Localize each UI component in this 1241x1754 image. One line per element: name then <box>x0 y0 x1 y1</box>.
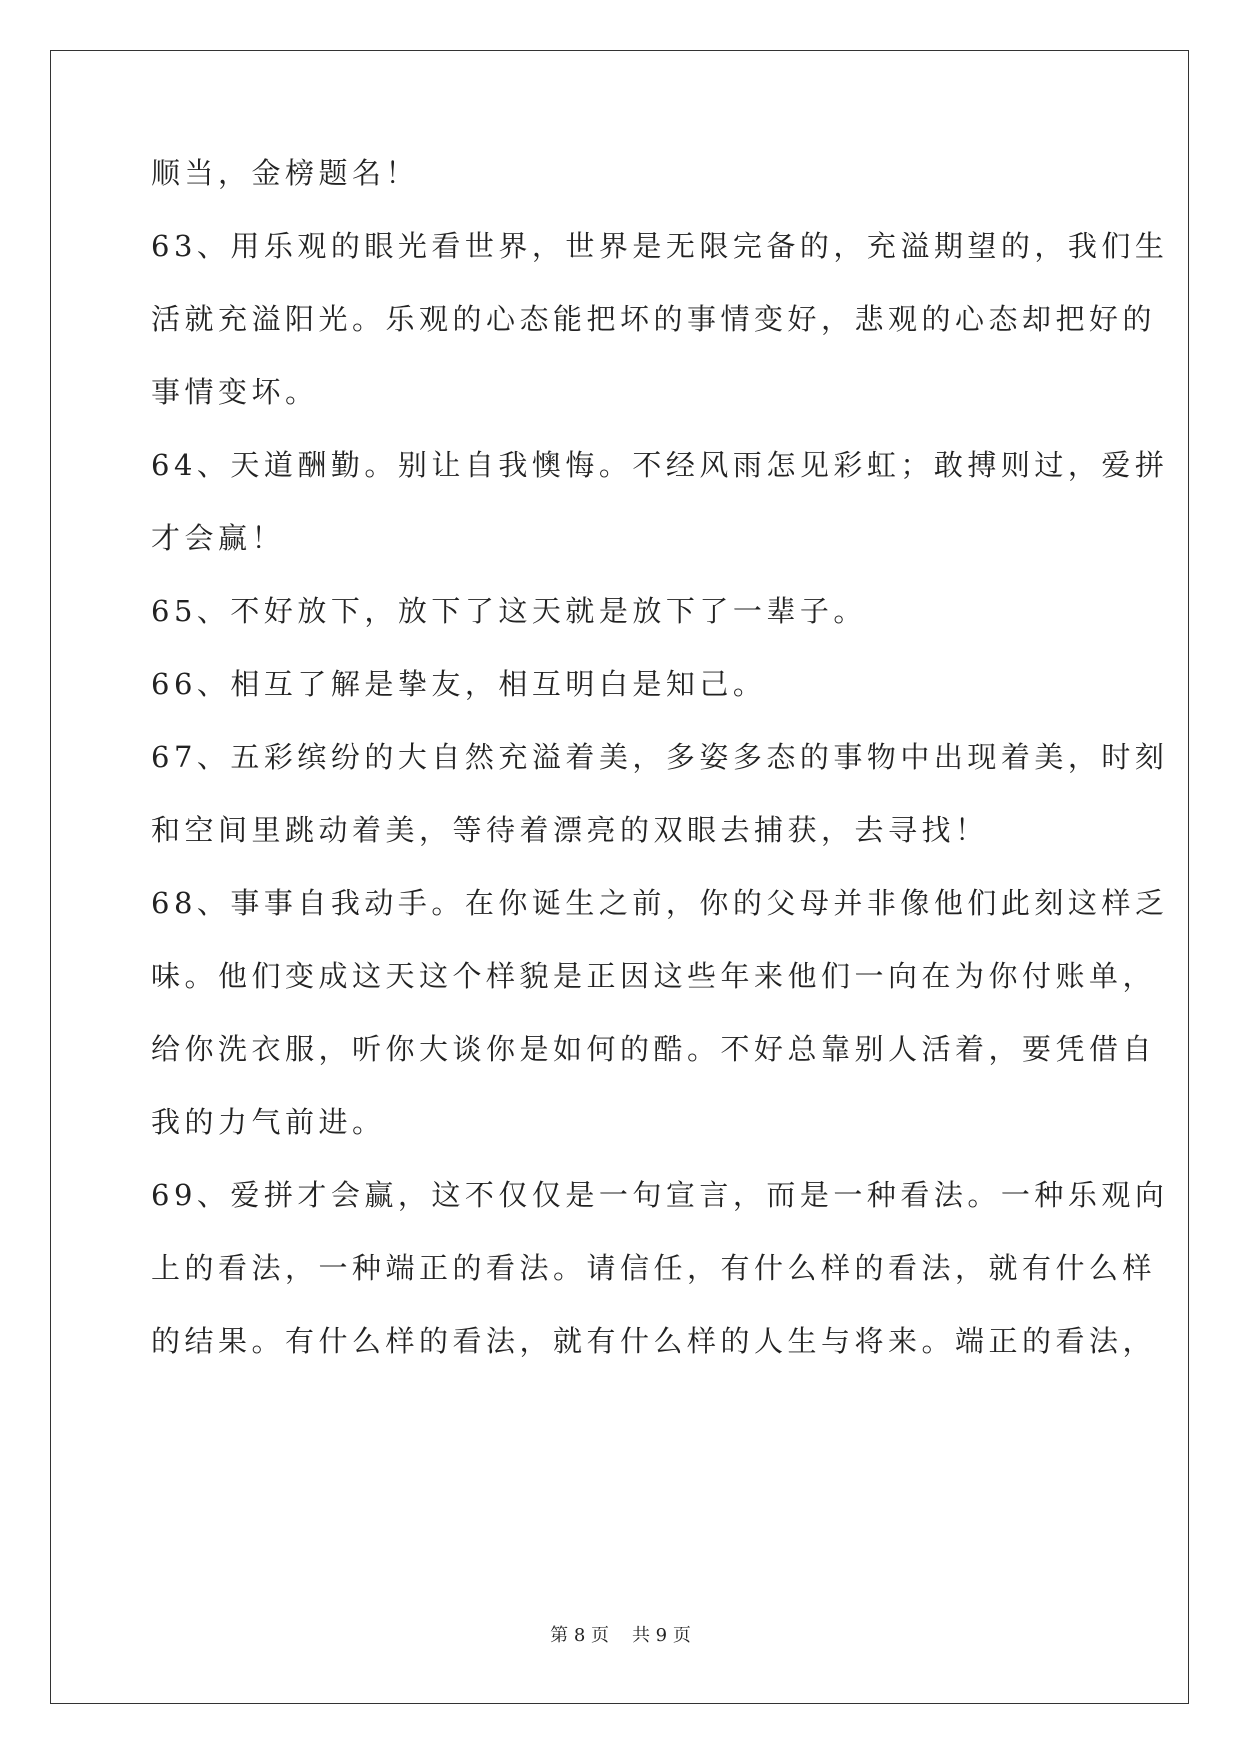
page-footer: 第 8 页 共 9 页 <box>550 1625 691 1646</box>
page-border <box>50 50 1189 1704</box>
text-line: 67、五彩缤纷的大自然充溢着美，多姿多态的事物中出现着美，时刻 <box>151 740 1169 774</box>
text-line: 给你洗衣服，听你大谈你是如何的酷。不好总靠别人活着，要凭借自 <box>151 1032 1157 1066</box>
text-line: 我的力气前进。 <box>151 1105 386 1139</box>
text-line: 69、爱拼才会赢，这不仅仅是一句宣言，而是一种看法。一种乐观向 <box>151 1178 1169 1212</box>
text-line: 才会赢！ <box>151 521 286 555</box>
text-line: 事情变坏。 <box>151 375 319 409</box>
text-line: 顺当，金榜题名！ <box>151 156 420 190</box>
text-line: 65、不好放下，放下了这天就是放下了一辈子。 <box>151 594 867 628</box>
text-line: 的结果。有什么样的看法，就有什么样的人生与将来。端正的看法， <box>151 1324 1157 1358</box>
text-line: 活就充溢阳光。乐观的心态能把坏的事情变好，悲观的心态却把好的 <box>151 302 1157 336</box>
text-line: 味。他们变成这天这个样貌是正因这些年来他们一向在为你付账单， <box>151 959 1157 993</box>
text-line: 68、事事自我动手。在你诞生之前，你的父母并非像他们此刻这样乏 <box>151 886 1169 920</box>
text-line: 64、天道酬勤。别让自我懊悔。不经风雨怎见彩虹；敢搏则过，爱拼 <box>151 448 1169 482</box>
text-line: 63、用乐观的眼光看世界，世界是无限完备的，充溢期望的，我们生 <box>151 229 1169 263</box>
text-line: 和空间里跳动着美，等待着漂亮的双眼去捕获，去寻找！ <box>151 813 989 847</box>
text-line: 上的看法，一种端正的看法。请信任，有什么样的看法，就有什么样 <box>151 1251 1157 1285</box>
text-line: 66、相互了解是挚友，相互明白是知己。 <box>151 667 767 701</box>
